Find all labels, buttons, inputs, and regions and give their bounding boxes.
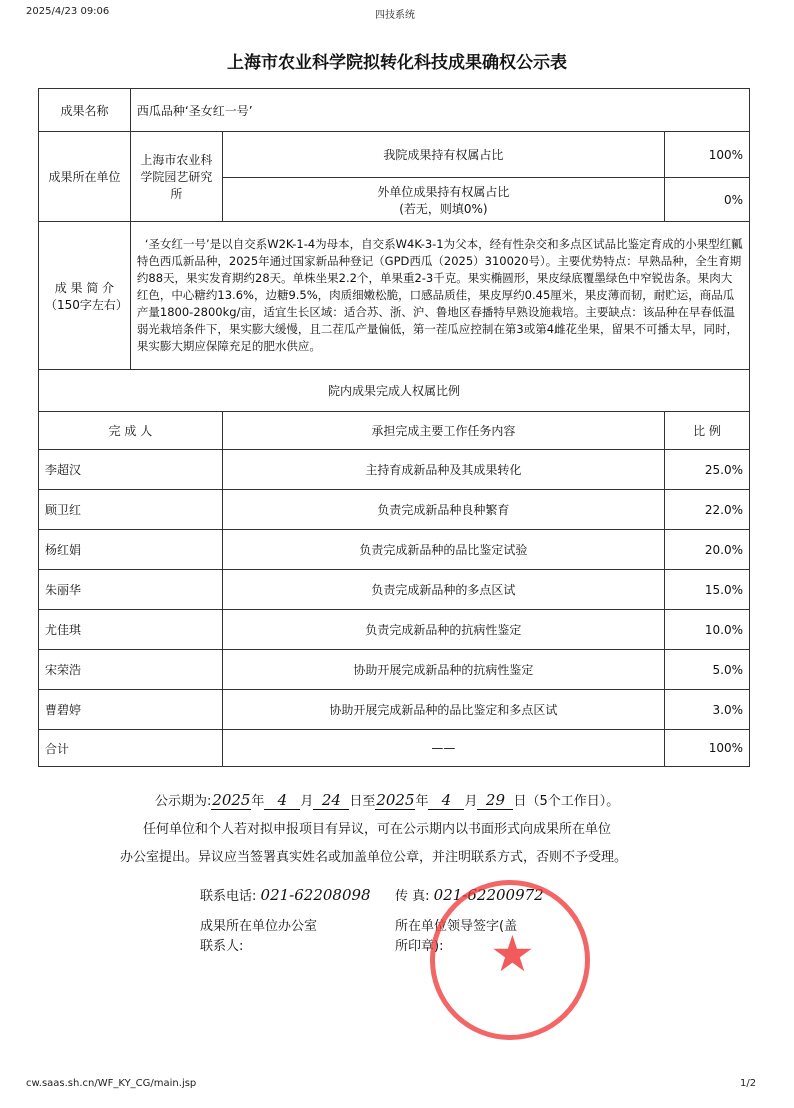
site-title: 四技系统 — [375, 10, 415, 21]
task: 协助开展完成新品种的品比鉴定和多点区试 — [222, 690, 664, 730]
leader-label: 所在单位领导签字(盖 — [395, 919, 518, 934]
col-person: 完 成 人 — [39, 412, 223, 450]
ratio: 3.0% — [665, 690, 750, 730]
ratio: 22.0% — [665, 490, 750, 530]
seal-label: 所印章): — [395, 939, 444, 954]
person-name: 杨红娟 — [39, 530, 223, 570]
person-name: 宋荣浩 — [39, 650, 223, 690]
unit-label: 成果所在单位 — [39, 132, 131, 222]
table-row — [39, 490, 750, 530]
table-row — [39, 650, 750, 690]
page-title: 上海市农业科学院拟转化科技成果确权公示表 — [227, 53, 567, 73]
unit-value: 上海市农业科学院园艺研究所 — [130, 132, 222, 222]
task: 负责完成新品种的品比鉴定试验 — [222, 530, 664, 570]
table-row — [39, 450, 750, 490]
ratio: 20.0% — [665, 530, 750, 570]
contact-label: 联系人: — [200, 939, 244, 954]
total-row: 合计 —— 100% — [39, 730, 750, 767]
table-row — [39, 570, 750, 610]
ratio: 15.0% — [665, 570, 750, 610]
ratio: 25.0% — [665, 450, 750, 490]
notice-p2: 办公室提出。异议应当签署真实姓名或加盖单位公章，并注明联系方式，否则不予受理。 — [120, 850, 628, 865]
task: 负责完成新品种良种繁育 — [222, 490, 664, 530]
notice-p1: 任何单位和个人若对拟申报项目有异议，可在公示期内以书面形式向成果所在单位 — [143, 822, 612, 837]
ratio: 10.0% — [665, 610, 750, 650]
name-label: 成果名称 — [39, 89, 131, 132]
col-task: 承担完成主要工作任务内容 — [222, 412, 664, 450]
section-title: 院内成果完成人权属比例 — [39, 370, 750, 412]
task: 主持育成新品种及其成果转化 — [222, 450, 664, 490]
table-row — [39, 530, 750, 570]
print-datetime: 2025/4/23 09:06 — [26, 6, 110, 17]
person-name: 李超汉 — [39, 450, 223, 490]
ratio: 5.0% — [665, 650, 750, 690]
intro-label: 成 果 简 介 （150字左右） — [39, 222, 131, 370]
table-row — [39, 690, 750, 730]
own-value: 100% — [665, 132, 750, 178]
period-line: 公示期为:2025年 4 月 24 日至2025年 4 月 29 日（5个工作日）。 — [155, 791, 620, 809]
phone-line: 联系电话: 021-62208098 — [200, 886, 371, 904]
person-name: 顾卫红 — [39, 490, 223, 530]
task: 负责完成新品种的多点区试 — [222, 570, 664, 610]
intro-text: ‘圣女红一号’是以自交系W2K-1-4为母本，自交系W4K-3-1为父本，经有性杂交和多点区试品比鉴定育成的小果型红瓤特色西瓜新品种，2025年通过国家新品种登记（GPD西瓜（2025）310020号）。主要优势特点：早熟品种，全生育期约88天，果实发育期约28天。单株坐果2.2个，单果重2-3千克。果实椭圆形，果皮绿底覆墨绿色中窄锐齿条。果肉大红色，中心糖约13.6%，边糖9.5%，肉质细嫩松脆，口感品质佳，果皮厚约0.45厘米，果皮薄而韧，耐贮运，商品瓜产量1800-2800kg/亩，适宜生长区域：适合苏、浙、沪、鲁地区春播特早熟设施栽培。主要缺点：该品种在早春低温弱光栽培条件下，果实膨大缓慢，且二茬瓜产量偏低，第一茬瓜应控制在第3或第4雌花坐果，留果不可播太早，同时，果实膨大期应保障充足的肥水供应。 — [130, 222, 749, 370]
page-url: cw.saas.sh.cn/WF_KY_CG/main.jsp — [26, 1078, 197, 1089]
ext-value: 0% — [665, 178, 750, 222]
own-label: 我院成果持有权属占比 — [222, 132, 664, 178]
task: 协助开展完成新品种的抗病性鉴定 — [222, 650, 664, 690]
ext-label: 外单位成果持有权属占比 (若无，则填0%) — [222, 178, 664, 222]
task: 负责完成新品种的抗病性鉴定 — [222, 610, 664, 650]
person-name: 曹碧婷 — [39, 690, 223, 730]
person-name: 朱丽华 — [39, 570, 223, 610]
col-ratio: 比 例 — [665, 412, 750, 450]
result-table — [38, 88, 750, 767]
page-number: 1/2 — [740, 1078, 757, 1089]
person-name: 尤佳琪 — [39, 610, 223, 650]
table-row — [39, 610, 750, 650]
fax-line: 传 真: 021-62200972 — [395, 886, 544, 904]
seal-star-icon: ★ — [490, 925, 535, 983]
name-value: 西瓜品种‘圣女红一号’ — [130, 89, 749, 132]
office-label: 成果所在单位办公室 — [200, 919, 318, 934]
